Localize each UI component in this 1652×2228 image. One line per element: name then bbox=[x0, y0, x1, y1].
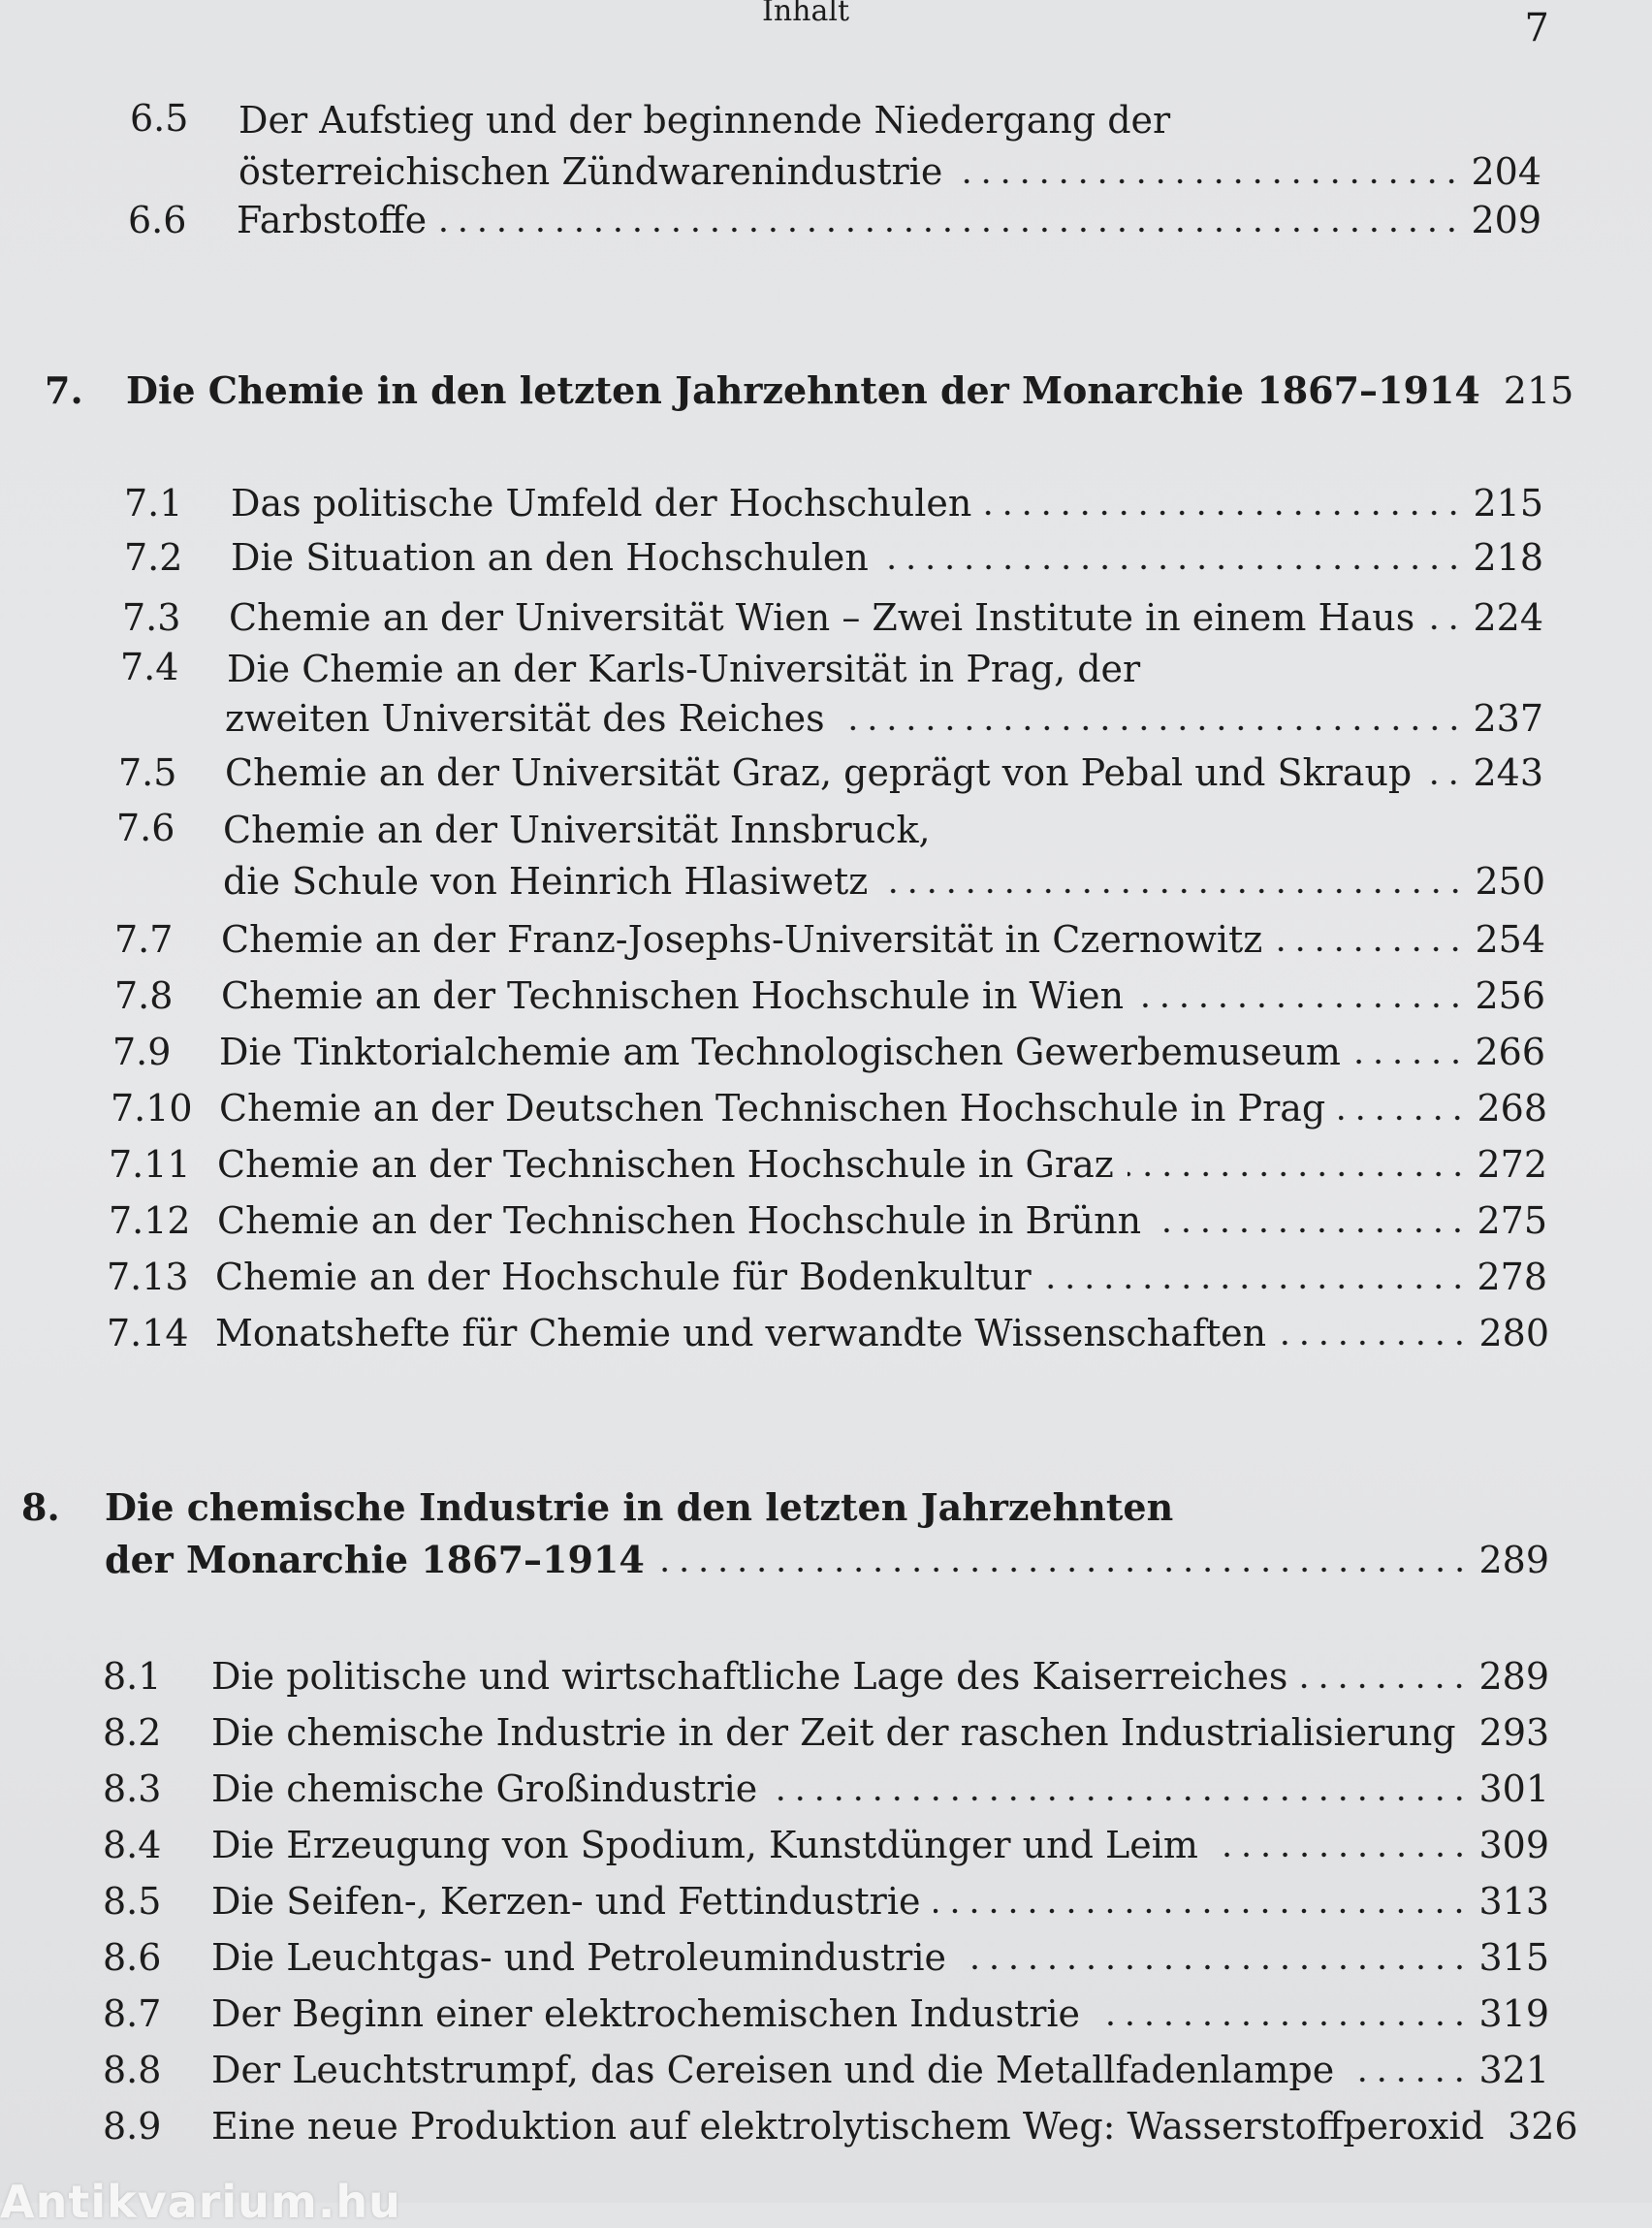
leader-dots bbox=[771, 1796, 1469, 1801]
toc-entry-7-8[interactable] bbox=[114, 974, 1545, 1017]
section-number: 7.8 bbox=[114, 974, 174, 1017]
toc-chapter-8[interactable] bbox=[105, 1538, 1549, 1581]
section-number: 7.12 bbox=[109, 1199, 191, 1242]
section-number: 7.1 bbox=[124, 482, 183, 525]
section-title: Chemie an der Universität Graz, geprägt von Pebal und Skraup bbox=[225, 751, 1413, 794]
page-ref: 321 bbox=[1478, 2049, 1549, 2091]
toc-entry-7-3[interactable] bbox=[122, 596, 1543, 639]
toc-entry-8-3[interactable] bbox=[103, 1767, 1549, 1810]
page-ref: 275 bbox=[1477, 1199, 1547, 1242]
toc-entry-7-10[interactable] bbox=[111, 1087, 1547, 1130]
section-title-line1: Der Aufstieg und der beginnende Niedergang der bbox=[238, 99, 1171, 142]
section-number: 8.1 bbox=[103, 1655, 162, 1698]
section-title: Monatshefte für Chemie und verwandte Wissenschaften bbox=[215, 1312, 1267, 1354]
toc-chapter-7[interactable] bbox=[45, 368, 1574, 412]
section-title: Die politische und wirtschaftliche Lage des Kaiserreiches bbox=[211, 1655, 1288, 1698]
page-ref: 243 bbox=[1473, 751, 1543, 794]
section-title: Das politische Umfeld der Hochschulen bbox=[231, 482, 972, 525]
leader-dots bbox=[956, 178, 1461, 184]
toc-entry-7-1[interactable] bbox=[124, 482, 1543, 525]
leader-dots bbox=[839, 725, 1464, 731]
section-number: 8.6 bbox=[103, 1936, 162, 1979]
toc-entry-8-8[interactable] bbox=[103, 2049, 1549, 2091]
section-number: 7.11 bbox=[109, 1143, 191, 1186]
toc-entry-8-4[interactable] bbox=[103, 1824, 1549, 1866]
section-title: Der Leuchtstrumpf, das Cereisen und die Metallfadenlampe bbox=[211, 2049, 1335, 2091]
section-number: 8.5 bbox=[103, 1880, 162, 1923]
section-number: 8.4 bbox=[103, 1824, 162, 1866]
section-number: 7.4 bbox=[120, 646, 179, 688]
toc-entry-7-11[interactable] bbox=[109, 1143, 1547, 1186]
page-ref: 266 bbox=[1475, 1031, 1545, 1073]
leader-dots bbox=[1276, 946, 1465, 952]
section-title: Chemie an der Hochschule für Bodenkultur bbox=[215, 1256, 1032, 1298]
section-title: Chemie an der Technischen Hochschule in Wien bbox=[221, 974, 1125, 1017]
section-number: 7.6 bbox=[116, 807, 175, 849]
leader-dots bbox=[1339, 1115, 1467, 1121]
page-ref: 289 bbox=[1478, 1655, 1549, 1698]
section-title: Die Seifen-, Kerzen- und Fettindustrie bbox=[211, 1880, 921, 1923]
leader-dots bbox=[1354, 1059, 1466, 1065]
leader-dots bbox=[1301, 1683, 1469, 1689]
page-ref: 313 bbox=[1478, 1880, 1549, 1923]
page-ref: 204 bbox=[1471, 150, 1541, 193]
toc-entry-8-2[interactable] bbox=[103, 1711, 1550, 1754]
toc-entry-7-6[interactable] bbox=[223, 860, 1545, 903]
page-ref: 268 bbox=[1477, 1087, 1547, 1130]
page-number: 7 bbox=[1524, 6, 1549, 50]
leader-dots bbox=[1348, 2077, 1469, 2083]
section-number: 7.10 bbox=[111, 1087, 193, 1130]
section-title: Die Situation an den Hochschulen bbox=[231, 536, 869, 579]
section-number: 6.6 bbox=[128, 199, 187, 241]
section-title-line1: Die Chemie an der Karls-Universität in Prag, der bbox=[227, 648, 1141, 690]
page-ref: 293 bbox=[1478, 1711, 1550, 1754]
toc-entry-7-14[interactable] bbox=[107, 1312, 1549, 1354]
section-number: 7.2 bbox=[124, 536, 183, 579]
leader-dots bbox=[960, 1964, 1469, 1970]
toc-entry-7-13[interactable] bbox=[107, 1256, 1547, 1298]
page-ref: 319 bbox=[1478, 1992, 1549, 2035]
section-title: Chemie an der Technischen Hochschule in Brünn bbox=[217, 1199, 1142, 1242]
section-title-line1: Chemie an der Universität Innsbruck, bbox=[223, 809, 931, 851]
toc-entry-7-2[interactable] bbox=[124, 536, 1543, 579]
section-title: Eine neue Produktion auf elektrolytischem Weg: Wasserstoffperoxid bbox=[211, 2105, 1485, 2148]
leader-dots bbox=[882, 564, 1464, 570]
leader-dots bbox=[1425, 780, 1463, 785]
toc-entry-7-5[interactable] bbox=[118, 751, 1543, 794]
page-ref: 218 bbox=[1473, 536, 1543, 579]
running-header: Inhalt bbox=[762, 0, 850, 28]
page-ref: 289 bbox=[1478, 1539, 1549, 1581]
section-title: Chemie an der Deutschen Technischen Hochschule in Prag bbox=[219, 1087, 1326, 1130]
toc-entry-7-9[interactable] bbox=[112, 1031, 1545, 1073]
page-ref: 256 bbox=[1475, 974, 1545, 1017]
section-number: 7.9 bbox=[112, 1031, 172, 1073]
section-title: Der Beginn einer elektrochemischen Industrie bbox=[211, 1992, 1081, 2035]
toc-entry-7-12[interactable] bbox=[109, 1199, 1547, 1242]
section-title: Die Tinktorialchemie am Technologischen Gewerbemuseum bbox=[219, 1031, 1341, 1073]
toc-entry-6-6[interactable] bbox=[128, 199, 1541, 241]
leader-dots bbox=[1428, 624, 1463, 630]
leader-dots bbox=[1045, 1284, 1468, 1289]
toc-entry-8-7[interactable] bbox=[103, 1992, 1549, 2035]
section-number: 7.5 bbox=[118, 751, 177, 794]
section-title: Die Erzeugung von Spodium, Kunstdünger und Leim bbox=[211, 1824, 1198, 1866]
toc-entry-6-5[interactable] bbox=[238, 150, 1541, 193]
page-ref: 272 bbox=[1477, 1143, 1547, 1186]
watermark: Antikvarium.hu bbox=[0, 2176, 401, 2228]
leader-dots bbox=[1155, 1227, 1467, 1233]
page-ref: 215 bbox=[1503, 369, 1574, 412]
toc-entry-7-7[interactable] bbox=[114, 918, 1545, 961]
page-ref: 301 bbox=[1478, 1767, 1549, 1810]
section-title: Die chemische Großindustrie bbox=[211, 1767, 758, 1810]
section-title: Farbstoffe bbox=[237, 199, 428, 241]
section-title: Chemie an der Technischen Hochschule in Graz bbox=[217, 1143, 1114, 1186]
page-ref: 326 bbox=[1508, 2105, 1578, 2148]
chapter-number: 8. bbox=[21, 1485, 60, 1529]
page-ref: 315 bbox=[1478, 1936, 1549, 1979]
toc-entry-8-1[interactable] bbox=[103, 1655, 1549, 1698]
leader-dots bbox=[440, 227, 1461, 233]
section-number: 8.8 bbox=[103, 2049, 162, 2091]
section-number: 8.3 bbox=[103, 1767, 162, 1810]
toc-entry-8-9[interactable] bbox=[103, 2105, 1578, 2148]
toc-entry-8-6[interactable] bbox=[103, 1936, 1549, 1979]
section-title: Die chemische Industrie in der Zeit der raschen Industrialisierung bbox=[211, 1711, 1456, 1754]
section-number: 7.14 bbox=[107, 1312, 189, 1354]
leader-dots bbox=[985, 510, 1463, 516]
chapter-number: 7. bbox=[45, 368, 83, 412]
section-number: 8.2 bbox=[103, 1711, 162, 1754]
leader-dots bbox=[1137, 1003, 1465, 1008]
chapter-title: Die Chemie in den letzten Jahrzehnten der Monarchie 1867–1914 bbox=[126, 368, 1480, 412]
toc-entry-7-4[interactable] bbox=[225, 697, 1543, 740]
leader-dots bbox=[1212, 1852, 1470, 1858]
section-title: Chemie an der Universität Wien – Zwei Institute in einem Haus bbox=[229, 596, 1415, 639]
section-number: 7.13 bbox=[107, 1256, 189, 1298]
chapter-title: der Monarchie 1867–1914 bbox=[105, 1538, 645, 1581]
section-number: 8.7 bbox=[103, 1992, 162, 2035]
leader-dots bbox=[1280, 1340, 1469, 1346]
page-ref: 224 bbox=[1473, 596, 1543, 639]
leader-dots bbox=[934, 1908, 1469, 1914]
page-ref: 237 bbox=[1473, 697, 1543, 740]
section-number: 8.9 bbox=[103, 2105, 162, 2148]
section-number: 6.5 bbox=[130, 97, 189, 140]
page-ref: 309 bbox=[1478, 1824, 1549, 1866]
leader-dots bbox=[658, 1567, 1470, 1573]
section-number: 7.3 bbox=[122, 596, 181, 639]
toc-entry-8-5[interactable] bbox=[103, 1880, 1549, 1923]
page-ref: 280 bbox=[1478, 1312, 1549, 1354]
page-ref: 254 bbox=[1475, 918, 1545, 961]
section-title: die Schule von Heinrich Hlasiwetz bbox=[223, 860, 869, 903]
page-ref: 209 bbox=[1471, 199, 1541, 241]
section-title: Die Leuchtgas- und Petroleumindustrie bbox=[211, 1936, 946, 1979]
chapter-title-line1: Die chemische Industrie in den letzten Jahrzehnten bbox=[105, 1485, 1174, 1529]
section-title: zweiten Universität des Reiches bbox=[225, 697, 825, 740]
leader-dots bbox=[1094, 2021, 1469, 2026]
page-ref: 250 bbox=[1475, 860, 1545, 903]
section-title: Chemie an der Franz-Josephs-Universität in Czernowitz bbox=[221, 918, 1263, 961]
page-ref: 215 bbox=[1473, 482, 1543, 525]
leader-dots bbox=[1128, 1171, 1468, 1177]
leader-dots bbox=[881, 888, 1465, 894]
page-ref: 278 bbox=[1477, 1256, 1547, 1298]
section-number: 7.7 bbox=[114, 918, 174, 961]
section-title: österreichischen Zündwarenindustrie bbox=[238, 150, 943, 193]
